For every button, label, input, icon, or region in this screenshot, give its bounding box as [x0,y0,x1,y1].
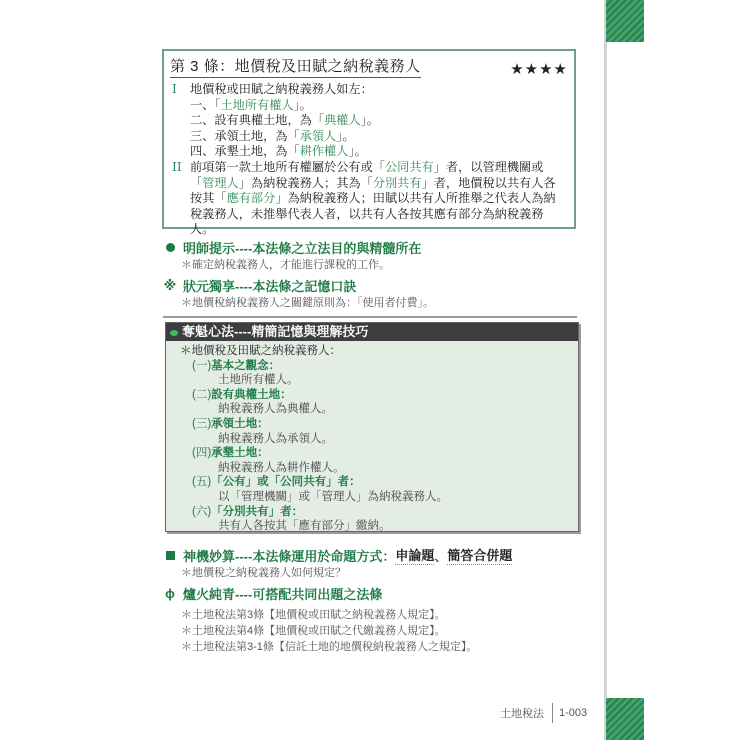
mnemonic-item: (五)「公有」或「公同共有」者： [192,476,361,489]
paragraph-2 [172,160,566,238]
exclusive-mnemonic-section [163,276,434,311]
mnemonic-detail: 土地所有權人。 [218,374,299,387]
leaf-icon [170,330,178,336]
phi-icon: ϕ [165,586,175,601]
mnemonic-item: (二)設有典權土地： [192,388,292,401]
paragraph-intro: 地價稅或田賦之納稅義務人如左： [190,82,373,96]
page-edge-line [604,0,607,740]
list-item: 三、承領土地，為「承領人」。 [190,128,355,143]
bullet-dot-icon [163,240,177,255]
mnemonic-detail: 納稅義務人為耕作權人。 [218,461,345,474]
paragraph-1 [172,82,566,160]
mnemonic-item: (四)承墾土地： [192,447,269,460]
section-heading: 神機妙算----本法條運用於命題方式： [183,548,396,564]
mnemonic-detail: 共有人各按其「應有部分」繳納。 [218,520,391,533]
paragraph-text: 前項第一款土地所有權屬於公有或「公同共有」者，以管理機關或「管理人」為納稅義務人；其為「分別共有」者，地價稅以共有人各按其「應有部分」為納稅義務人；田賦以共有人所推舉之代表人為納稅義務人，未推舉代表人者，以共有人各按其應有部分為納稅義務人。 [190,159,556,237]
tip-section [163,238,421,273]
footer-divider [552,703,553,723]
chapter-tab-bottom [606,698,644,740]
page-number: 1-003 [559,707,588,719]
related-section [163,584,477,655]
page-footer [500,703,587,723]
paragraph-number: I [172,82,177,96]
square-bullet-icon [163,548,177,563]
section-heading: 明師提示----本法條之立法目的與精髓所在 [183,241,422,256]
section-note: ＊地價稅之納稅義務人如何規定？ [181,567,346,579]
section-note: ＊地價稅納稅義務人之關鍵原則為：「使用者付費」。 [181,297,434,309]
section-note: ＊確定納稅義務人，才能進行課稅的工作。 [181,259,390,271]
reference-mark-icon: ※ [163,277,177,293]
section-heading: 爐火純青----可搭配共同出題之法條 [183,587,383,602]
paragraph-number: II [172,159,182,174]
mnemonic-detail: 納稅義務人為典權人。 [218,403,333,416]
box-lead: ＊地價稅及田賦之納稅義務人： [180,345,341,357]
mnemonic-item: (三)承領土地： [192,417,269,430]
list-item: 二、設有典權土地，為「典權人」。 [190,113,379,128]
related-item: ＊土地稅法第4條【地價稅或田賦之代繳義務人規定】。 [181,625,446,637]
book-name: 土地稅法 [500,708,544,720]
box-heading: 奪魁心法----精簡記憶與理解技巧 [182,324,369,339]
mnemonic-detail: 納稅義務人為承領人。 [218,432,333,445]
section-heading: 狀元獨享----本法條之記憶口訣 [183,279,357,294]
article-title: 第 3 條：地價稅及田賦之納稅義務人 [170,55,421,78]
exam-section: 神機妙算----本法條運用於命題方式： 申論題 、 簡答合併題 ＊地價稅之納稅義務人如何規定？ [163,545,512,581]
chapter-tab-top [606,0,644,42]
mnemonic-box [165,322,579,532]
article-box [162,49,576,237]
divider [163,316,577,318]
exam-type: 簡答合併題 [447,545,512,565]
list-item: 一、「土地所有權人」。 [190,97,312,112]
exam-type: 申論題 [395,545,434,565]
importance-stars: ★★★★ [510,60,568,78]
related-item: ＊土地稅法第3條【地價稅或田賦之納稅義務人規定】。 [181,609,446,621]
mnemonic-item: (六)「分別共有」者： [192,505,304,518]
mnemonic-detail: 以「管理機關」或「管理人」為納稅義務人。 [218,490,448,503]
mnemonic-item: (一)基本之觀念： [192,359,281,372]
related-item: ＊土地稅法第3-1條【信託土地的地價稅納稅義務人之規定】。 [181,641,478,653]
list-item: 四、承墾土地，為「耕作權人」。 [190,144,367,159]
